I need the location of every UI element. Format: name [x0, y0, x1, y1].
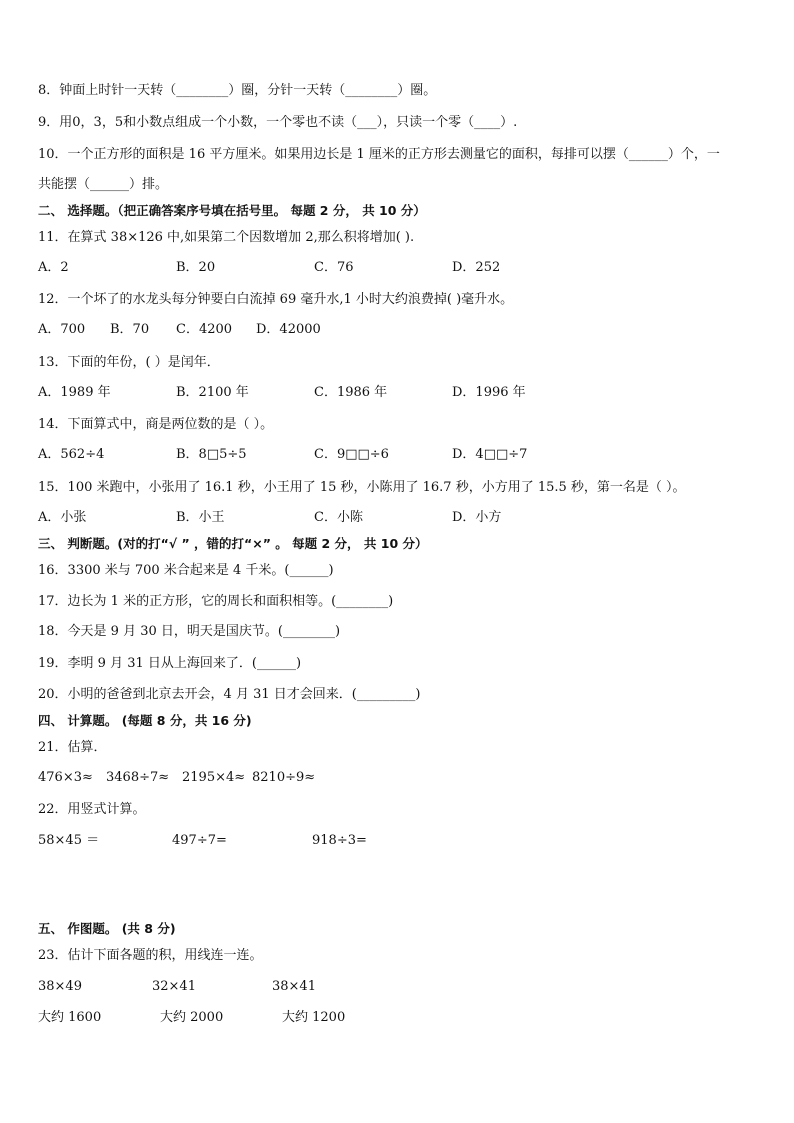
question-10-line-2: 共能摆（______）排。 [38, 177, 169, 192]
question-10-line-1: 10．一个正方形的面积是 16 平方厘米。如果用边长是 1 厘米的正方形去测量它的面积，每排可以摆（______）个，一 [38, 147, 720, 162]
question-12: 12．一个坏了的水龙头每分钟要白白流掉 69 毫升水,1 小时大约浪费掉( )毫升水。 [38, 292, 514, 307]
estimate-item: 476×3≈ [38, 770, 93, 785]
option-d: D．小方 [452, 510, 502, 525]
option-c: C．9□□÷6 [314, 447, 389, 462]
estimate-item: 8210÷9≈ [252, 770, 316, 785]
question-8: 8．钟面上时针一天转（________）圈，分针一天转（________）圈。 [38, 83, 437, 98]
option-b: B．8□5÷5 [176, 447, 247, 462]
question-23: 23．估计下面各题的积，用线连一连。 [38, 948, 263, 963]
question-18: 18．今天是 9 月 30 日，明天是国庆节。(________) [38, 624, 341, 639]
question-15: 15．100 米跑中，小张用了 16.1 秒，小王用了 15 秒，小陈用了 16.7 秒，小方用了 15.5 秒，第一名是（ ）。 [38, 480, 686, 495]
question-11: 11．在算式 38×126 中,如果第二个因数增加 2,那么积将增加( ). [38, 230, 415, 245]
option-c: C．76 [314, 260, 354, 275]
option-b: B．70 [110, 322, 150, 337]
question-20: 20．小明的爸爸到北京去开会，4 月 31 日才会回来．(_________) [38, 687, 421, 702]
option-c: C．1986 年 [314, 385, 388, 400]
option-c: C．小陈 [314, 510, 363, 525]
option-d: D．42000 [256, 322, 321, 337]
option-c: C．4200 [176, 322, 233, 337]
answer-item: 大约 2000 [160, 1010, 224, 1025]
question-17: 17．边长为 1 米的正方形，它的周长和面积相等。(________) [38, 594, 394, 609]
option-b: B．20 [176, 260, 216, 275]
answer-item: 大约 1600 [38, 1010, 102, 1025]
option-a: A．2 [38, 260, 69, 275]
option-d: D．1996 年 [452, 385, 526, 400]
section-4-heading: 四、 计算题。 (每题 8 分，共 16 分) [38, 713, 252, 728]
estimate-item: 2195×4≈ [182, 770, 246, 785]
option-a: A．1989 年 [38, 385, 111, 400]
option-b: B．2100 年 [176, 385, 249, 400]
section-3-heading: 三、 判断题。(对的打“√ ” ，错的打“×” 。 每题 2 分， 共 10 分） [38, 536, 428, 551]
question-9: 9．用0，3，5和小数点组成一个小数，一个零也不读（___），只读一个零（____）. [38, 115, 518, 130]
question-16: 16．3300 米与 700 米合起来是 4 千米。(______) [38, 563, 334, 578]
option-a: A．小张 [38, 510, 87, 525]
calc-item: 58×45 ＝ [38, 833, 100, 848]
option-b: B．小王 [176, 510, 225, 525]
section-5-heading: 五、 作图题。 (共 8 分) [38, 921, 176, 936]
option-d: D．252 [452, 260, 501, 275]
expression-item: 32×41 [152, 979, 196, 994]
option-a: A．700 [38, 322, 86, 337]
question-22: 22．用竖式计算。 [38, 802, 146, 817]
option-d: D．4□□÷7 [452, 447, 528, 462]
question-14: 14．下面算式中，商是两位数的是（ ）。 [38, 417, 274, 432]
question-13: 13．下面的年份，( ）是闰年． [38, 355, 220, 370]
calc-item: 918÷3= [312, 833, 367, 848]
section-2-heading: 二、 选择题。（把正确答案序号填在括号里。 每题 2 分， 共 10 分） [38, 203, 426, 218]
expression-item: 38×41 [272, 979, 316, 994]
answer-item: 大约 1200 [282, 1010, 346, 1025]
expression-item: 38×49 [38, 979, 82, 994]
estimate-item: 3468÷7≈ [106, 770, 170, 785]
option-a: A．562÷4 [38, 447, 105, 462]
calc-item: 497÷7= [172, 833, 227, 848]
question-19: 19．李明 9 月 31 日从上海回来了．(______) [38, 656, 302, 671]
question-21: 21．估算． [38, 740, 107, 755]
